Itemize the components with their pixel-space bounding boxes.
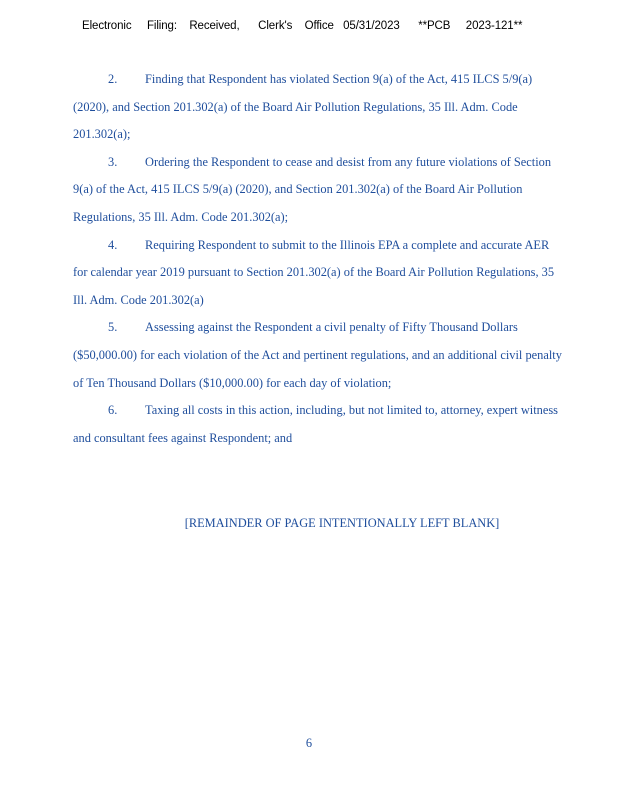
paragraph-number: 6. xyxy=(108,403,118,418)
filing-header-stamp: Electronic Filing: Received, Clerk's Office 05/31/2023 **PCB 2023-121** xyxy=(82,20,523,32)
paragraph-text: Ordering the Respondent to cease and desist from any future violations of Section xyxy=(145,154,552,169)
paragraph-number: 5. xyxy=(108,320,118,335)
paragraph-line: ($50,000.00) for each violation of the Act and pertinent regulations, and an additional civil penalty xyxy=(73,347,562,362)
paragraph-line xyxy=(73,232,618,260)
page-number: 6 xyxy=(305,736,313,750)
paragraph-5 xyxy=(73,314,618,397)
paragraph-line: and consultant fees against Respondent; and xyxy=(73,430,293,445)
paragraph-line: of Ten Thousand Dollars ($10,000.00) for each day of violation; xyxy=(73,375,392,390)
paragraph-2 xyxy=(73,66,618,149)
paragraph-line xyxy=(73,314,618,342)
paragraph-number: 2. xyxy=(108,72,118,86)
paragraph-4 xyxy=(73,232,618,315)
paragraph-text: Taxing all costs in this action, including, but not limited to, attorney, expert witness xyxy=(145,403,559,418)
prayer-for-relief-body xyxy=(73,66,618,452)
paragraph-text: Requiring Respondent to submit to the Illinois EPA a complete and accurate AER xyxy=(145,237,550,252)
paragraph-line xyxy=(73,149,618,177)
paragraph-line: for calendar year 2019 pursuant to Section 201.302(a) of the Board Air Pollution Regulations, 35 xyxy=(73,265,555,280)
paragraph-number: 4. xyxy=(108,237,118,252)
paragraph-line: Ill. Adm. Code 201.302(a) xyxy=(73,292,204,307)
paragraph-line: 201.302(a); xyxy=(73,127,131,142)
remainder-blank-notice: [REMAINDER OF PAGE INTENTIONALLY LEFT BLANK] xyxy=(184,516,500,530)
paragraph-number: 3. xyxy=(108,154,118,169)
paragraph-6 xyxy=(73,397,618,452)
paragraph-text: Finding that Respondent has violated Section 9(a) of the Act, 415 ILCS 5/9(a) xyxy=(145,72,533,86)
paragraph-3 xyxy=(73,149,618,232)
paragraph-line xyxy=(73,397,618,425)
paragraph-line: Regulations, 35 Ill. Adm. Code 201.302(a); xyxy=(73,209,289,224)
paragraph-line: (2020), and Section 201.302(a) of the Board Air Pollution Regulations, 35 Ill. Adm. Code xyxy=(73,99,518,114)
paragraph-line xyxy=(73,66,618,94)
paragraph-line: 9(a) of the Act, 415 ILCS 5/9(a) (2020), and Section 201.302(a) of the Board Air Pollution xyxy=(73,182,523,197)
paragraph-text: Assessing against the Respondent a civil penalty of Fifty Thousand Dollars xyxy=(145,320,518,335)
